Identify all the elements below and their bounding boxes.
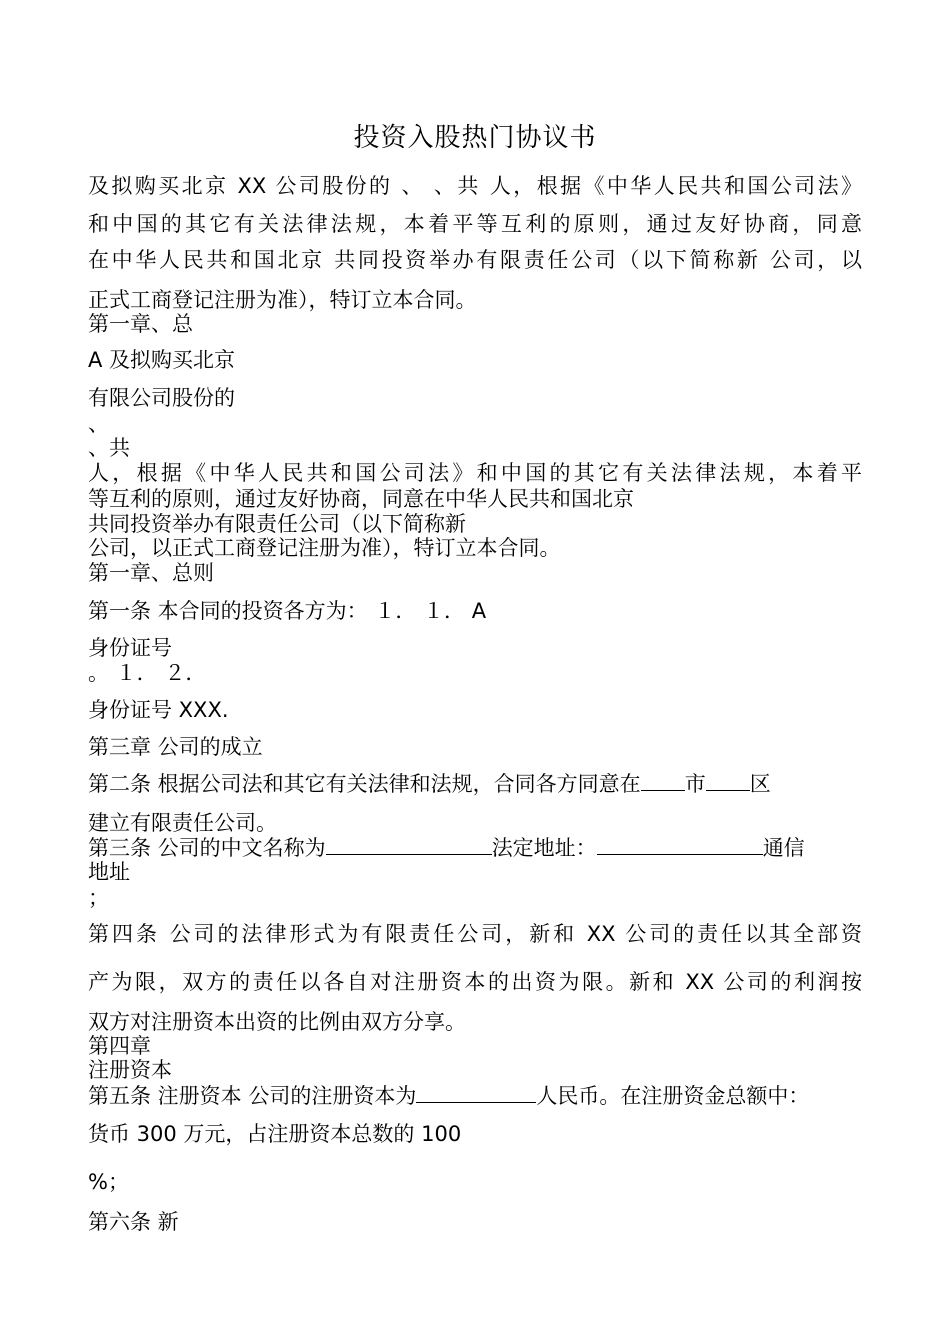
paragraph-line: 产为限，双方的责任以各自对注册资本的出资为限。新和 XX 公司的利润按 <box>88 970 862 994</box>
chapter-heading: 第一章、总则 <box>88 561 214 585</box>
article-line: 第四条 公司的法律形式为有限责任公司，新和 XX 公司的责任以其全部资 <box>88 922 862 946</box>
blank-line <box>597 834 763 855</box>
chapter-heading: 注册资本 <box>88 1058 172 1082</box>
paragraph-line: 地址 <box>88 860 130 884</box>
article-line <box>88 834 862 862</box>
paragraph-line: 货币 300 万元，占注册资本总数的 100 <box>88 1122 462 1146</box>
paragraph-line: 共同投资举办有限责任公司（以下简称新 <box>88 512 466 536</box>
blank-line <box>326 834 492 855</box>
article-text: 区 <box>749 772 771 796</box>
paragraph-line: 人，根据《中华人民共和国公司法》和中国的其它有关法律法规，本着平 <box>88 461 862 485</box>
paragraph-line: 在中华人民共和国北京 共同投资举办有限责任公司（以下简称新 公司，以 <box>88 248 862 272</box>
article-line: 第一条 本合同的投资各方为： １． １． A <box>88 599 487 623</box>
paragraph-line: 及拟购买北京 XX 公司股份的 、 、共 人，根据《中华人民共和国公司法》 <box>88 174 862 198</box>
paragraph-line: 和中国的其它有关法律法规，本着平等互利的原则，通过友好协商，同意 <box>88 212 862 236</box>
document-title: 投资入股热门协议书 <box>353 123 597 153</box>
chapter-heading: 第三章 公司的成立 <box>88 735 263 759</box>
paragraph-line: A 及拟购买北京 <box>88 348 236 372</box>
chapter-heading: 第四章 <box>88 1034 151 1058</box>
article-line <box>88 1082 874 1110</box>
article-text: 人民币。在注册资金总额中： <box>536 1084 810 1108</box>
article-text: 第五条 注册资本 公司的注册资本为 <box>88 1084 417 1108</box>
article-text: 第三条 公司的中文名称为 <box>88 836 326 860</box>
article-text: 市 <box>684 772 706 796</box>
blank-line <box>416 1082 536 1103</box>
paragraph-line: 公司，以正式工商登记注册为准），特订立本合同。 <box>88 536 561 560</box>
paragraph-line: 。 １． ２． <box>88 661 207 685</box>
article-line <box>88 770 862 798</box>
blank-line <box>641 770 685 791</box>
paragraph-line: 建立有限责任公司。 <box>88 811 277 835</box>
article-line: 第六条 新 <box>88 1210 179 1234</box>
paragraph-line: 双方对注册资本出资的比例由双方分享。 <box>88 1010 466 1034</box>
paragraph-line: ； <box>88 886 109 910</box>
paragraph-line: 正式工商登记注册为准），特订立本合同。 <box>88 288 477 312</box>
blank-line <box>706 770 750 791</box>
article-text: 法定地址： <box>491 836 597 860</box>
paragraph-line: 、共 <box>88 436 130 460</box>
paragraph-line: 有限公司股份的 <box>88 386 235 410</box>
article-text: 通信 <box>762 836 805 860</box>
article-text: 第二条 根据公司法和其它有关法律和法规，合同各方同意在 <box>88 772 641 796</box>
paragraph-line: 、 <box>88 412 109 436</box>
chapter-heading: 第一章、总 <box>88 312 193 336</box>
paragraph-line: 身份证号 <box>88 636 172 660</box>
paragraph-line: 等互利的原则，通过友好协商，同意在中华人民共和国北京 <box>88 487 634 511</box>
paragraph-line: %； <box>88 1170 129 1194</box>
paragraph-line: 身份证号 XXX. <box>88 698 229 722</box>
